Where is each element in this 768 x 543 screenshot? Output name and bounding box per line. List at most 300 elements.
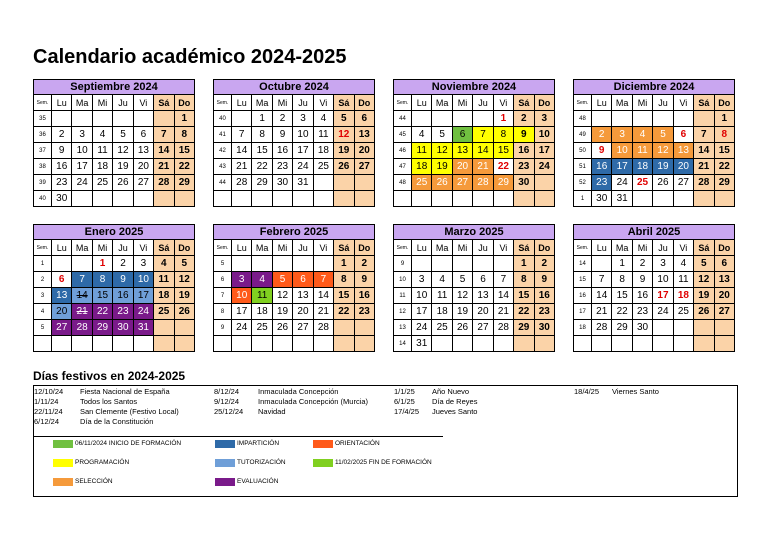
month-name: Febrero 2025	[213, 224, 375, 239]
holiday-name: Jueves Santo	[432, 407, 478, 416]
day-cell: 12	[272, 288, 292, 304]
day-cell	[412, 256, 432, 272]
day-cell: 24	[232, 320, 252, 336]
day-header: Do	[534, 95, 554, 111]
day-cell	[653, 111, 673, 127]
day-cell	[72, 111, 92, 127]
holiday-date: 1/1/25	[394, 387, 415, 396]
day-cell	[154, 191, 174, 207]
week-row	[214, 175, 375, 191]
day-cell: 25	[432, 320, 452, 336]
day-cell	[354, 320, 374, 336]
month-calendar	[573, 224, 735, 352]
day-cell: 6	[52, 272, 72, 288]
legend-swatch	[215, 478, 235, 486]
day-cell: 10	[72, 143, 92, 159]
week-row	[574, 304, 735, 320]
day-cell: 21	[313, 304, 333, 320]
legend-swatch	[313, 440, 333, 448]
month-calendar	[213, 224, 375, 352]
day-cell: 17	[133, 288, 153, 304]
day-cell: 1	[334, 256, 354, 272]
day-cell: 6	[714, 256, 734, 272]
day-cell	[174, 336, 194, 352]
holiday-entry	[34, 417, 154, 426]
holiday-entry	[34, 387, 170, 396]
day-cell: 8	[714, 127, 734, 143]
week-number: 43	[214, 159, 232, 175]
day-cell: 8	[493, 127, 513, 143]
week-number: 35	[34, 111, 52, 127]
day-cell: 10	[653, 272, 673, 288]
day-cell: 9	[514, 127, 534, 143]
day-cell	[293, 191, 313, 207]
day-header: Do	[174, 240, 194, 256]
day-cell: 7	[473, 127, 493, 143]
day-cell	[334, 320, 354, 336]
day-cell	[653, 336, 673, 352]
day-cell: 28	[154, 175, 174, 191]
week-row	[214, 304, 375, 320]
week-row	[34, 191, 195, 207]
week-number: 6	[214, 272, 232, 288]
week-row	[214, 127, 375, 143]
legend-label: PROGRAMACIÓN	[75, 459, 130, 466]
day-cell	[432, 336, 452, 352]
day-cell: 2	[272, 111, 292, 127]
day-cell: 16	[592, 159, 612, 175]
week-number: 46	[394, 143, 412, 159]
day-cell: 21	[473, 159, 493, 175]
day-cell: 30	[534, 320, 554, 336]
day-cell	[154, 320, 174, 336]
day-header: Sá	[694, 95, 714, 111]
day-cell: 23	[514, 159, 534, 175]
week-row	[34, 143, 195, 159]
day-cell: 16	[514, 143, 534, 159]
day-cell: 27	[473, 320, 493, 336]
day-cell: 5	[432, 127, 452, 143]
day-cell: 3	[293, 111, 313, 127]
day-header: Ma	[72, 240, 92, 256]
day-cell	[432, 256, 452, 272]
week-row	[394, 159, 555, 175]
day-cell: 10	[612, 143, 632, 159]
week-number	[34, 336, 52, 352]
holiday-name: Viernes Santo	[612, 387, 659, 396]
day-cell: 2	[534, 256, 554, 272]
day-header: Sem.	[394, 240, 412, 256]
day-cell	[293, 336, 313, 352]
day-header: Ma	[252, 95, 272, 111]
day-cell: 4	[673, 256, 693, 272]
day-cell: 28	[473, 175, 493, 191]
day-cell: 18	[673, 288, 693, 304]
day-cell: 15	[514, 288, 534, 304]
month-calendar	[573, 79, 735, 207]
week-number: 45	[394, 127, 412, 143]
holidays-title: Días festivos en 2024-2025	[33, 369, 186, 383]
day-cell	[612, 111, 632, 127]
week-row	[574, 127, 735, 143]
week-number: 13	[394, 320, 412, 336]
holiday-entry	[214, 397, 369, 406]
day-cell: 2	[354, 256, 374, 272]
day-cell: 22	[714, 159, 734, 175]
day-cell: 3	[412, 272, 432, 288]
week-number: 37	[34, 143, 52, 159]
day-cell	[412, 191, 432, 207]
day-cell: 17	[412, 304, 432, 320]
day-cell: 23	[592, 175, 612, 191]
day-cell: 16	[534, 288, 554, 304]
day-cell	[452, 256, 472, 272]
day-cell: 21	[592, 304, 612, 320]
day-cell: 20	[452, 159, 472, 175]
week-row	[34, 272, 195, 288]
day-cell: 2	[592, 127, 612, 143]
day-cell	[493, 191, 513, 207]
day-header: Ma	[432, 240, 452, 256]
day-cell: 6	[673, 127, 693, 143]
day-cell: 8	[174, 127, 194, 143]
day-header: Sem.	[214, 240, 232, 256]
day-cell: 8	[514, 272, 534, 288]
week-number: 14	[394, 336, 412, 352]
day-cell: 14	[154, 143, 174, 159]
day-cell: 16	[113, 288, 133, 304]
day-cell: 10	[412, 288, 432, 304]
day-cell	[673, 111, 693, 127]
week-number: 50	[574, 143, 592, 159]
day-cell: 18	[313, 143, 333, 159]
week-number: 7	[214, 288, 232, 304]
day-cell: 14	[473, 143, 493, 159]
legend-swatch	[53, 459, 73, 467]
month-name: Abril 2025	[573, 224, 735, 239]
day-cell: 27	[293, 320, 313, 336]
day-header: Lu	[592, 240, 612, 256]
day-cell: 9	[632, 272, 652, 288]
day-cell: 1	[714, 111, 734, 127]
day-cell	[632, 191, 652, 207]
week-number: 36	[34, 127, 52, 143]
day-cell: 9	[534, 272, 554, 288]
week-number: 44	[394, 111, 412, 127]
day-header: Do	[534, 240, 554, 256]
day-header: Ma	[252, 240, 272, 256]
day-cell: 24	[534, 159, 554, 175]
day-cell: 6	[354, 111, 374, 127]
day-cell: 22	[252, 159, 272, 175]
week-number: 40	[214, 111, 232, 127]
day-cell: 15	[174, 143, 194, 159]
holiday-entry	[214, 387, 339, 396]
week-number: 5	[34, 320, 52, 336]
day-cell: 27	[133, 175, 153, 191]
day-cell: 11	[92, 143, 112, 159]
week-number	[574, 336, 592, 352]
day-header: Ju	[113, 240, 133, 256]
week-row	[34, 304, 195, 320]
week-number: 17	[574, 304, 592, 320]
week-number: 9	[394, 256, 412, 272]
day-cell: 17	[653, 288, 673, 304]
day-cell: 4	[632, 127, 652, 143]
day-cell: 11	[154, 272, 174, 288]
day-cell: 24	[653, 304, 673, 320]
day-cell	[154, 111, 174, 127]
day-header: Sá	[154, 240, 174, 256]
day-cell: 7	[592, 272, 612, 288]
day-cell: 14	[72, 288, 92, 304]
day-cell: 24	[293, 159, 313, 175]
day-header: Ju	[653, 240, 673, 256]
day-cell: 6	[293, 272, 313, 288]
day-header: Vi	[673, 95, 693, 111]
week-number: 16	[574, 288, 592, 304]
day-cell: 27	[452, 175, 472, 191]
day-cell	[694, 191, 714, 207]
week-number: 49	[574, 127, 592, 143]
day-cell: 25	[632, 175, 652, 191]
week-row	[394, 111, 555, 127]
day-header: Sem.	[574, 240, 592, 256]
day-cell: 15	[334, 288, 354, 304]
day-cell: 20	[52, 304, 72, 320]
day-cell: 25	[313, 159, 333, 175]
day-cell: 18	[154, 288, 174, 304]
day-cell	[473, 256, 493, 272]
day-header: Sem.	[394, 95, 412, 111]
day-cell: 29	[174, 175, 194, 191]
week-row	[394, 175, 555, 191]
day-header: Mi	[272, 240, 292, 256]
day-cell: 21	[232, 159, 252, 175]
week-row	[34, 159, 195, 175]
day-cell: 28	[694, 175, 714, 191]
day-cell	[72, 256, 92, 272]
day-header: Vi	[493, 95, 513, 111]
day-cell: 3	[133, 256, 153, 272]
day-cell: 16	[632, 288, 652, 304]
month-name: Marzo 2025	[393, 224, 555, 239]
holiday-name: Todos los Santos	[80, 397, 138, 406]
day-cell: 23	[113, 304, 133, 320]
day-cell: 28	[313, 320, 333, 336]
day-cell	[412, 111, 432, 127]
day-cell: 15	[612, 288, 632, 304]
day-cell	[452, 191, 472, 207]
week-number	[214, 336, 232, 352]
day-cell: 25	[412, 175, 432, 191]
week-number: 10	[394, 272, 412, 288]
day-header: Ju	[473, 95, 493, 111]
legend-label: TUTORIZACIÓN	[237, 459, 286, 466]
day-header: Lu	[592, 95, 612, 111]
day-cell	[632, 336, 652, 352]
day-header: Vi	[133, 95, 153, 111]
day-cell	[232, 191, 252, 207]
day-header: Mi	[632, 95, 652, 111]
day-cell	[592, 336, 612, 352]
day-header: Lu	[412, 95, 432, 111]
week-row	[214, 320, 375, 336]
day-cell: 18	[252, 304, 272, 320]
week-number: 52	[574, 175, 592, 191]
week-number: 5	[214, 256, 232, 272]
day-cell: 30	[52, 191, 72, 207]
week-row	[214, 336, 375, 352]
day-cell: 3	[232, 272, 252, 288]
day-header: Sá	[514, 95, 534, 111]
week-row	[574, 336, 735, 352]
day-header: Ju	[293, 240, 313, 256]
week-row	[574, 143, 735, 159]
day-cell: 1	[493, 111, 513, 127]
day-cell: 18	[92, 159, 112, 175]
day-cell: 29	[714, 175, 734, 191]
day-cell: 23	[534, 304, 554, 320]
week-number: 11	[394, 288, 412, 304]
week-row	[34, 320, 195, 336]
day-cell: 9	[52, 143, 72, 159]
day-cell: 13	[452, 143, 472, 159]
day-cell: 9	[272, 127, 292, 143]
day-cell: 30	[514, 175, 534, 191]
day-cell: 27	[52, 320, 72, 336]
day-header: Sem.	[34, 240, 52, 256]
day-cell: 30	[592, 191, 612, 207]
day-cell: 21	[72, 304, 92, 320]
legend-swatch	[53, 478, 73, 486]
day-cell	[92, 111, 112, 127]
day-cell	[653, 191, 673, 207]
day-cell: 4	[412, 127, 432, 143]
week-number: 4	[34, 304, 52, 320]
day-cell: 14	[232, 143, 252, 159]
day-header: Ma	[612, 240, 632, 256]
day-cell: 23	[52, 175, 72, 191]
holiday-name: Inmaculada Concepción	[258, 387, 339, 396]
day-cell: 5	[653, 127, 673, 143]
day-cell	[514, 191, 534, 207]
day-cell: 28	[592, 320, 612, 336]
day-cell: 1	[514, 256, 534, 272]
day-header: Sá	[154, 95, 174, 111]
day-cell	[673, 336, 693, 352]
day-cell	[52, 111, 72, 127]
day-cell: 17	[612, 159, 632, 175]
day-cell: 12	[174, 272, 194, 288]
holiday-date: 25/12/24	[214, 407, 244, 416]
day-cell: 17	[293, 143, 313, 159]
day-header: Sá	[334, 95, 354, 111]
day-cell: 3	[72, 127, 92, 143]
day-cell	[354, 175, 374, 191]
day-cell: 20	[714, 288, 734, 304]
day-cell	[653, 320, 673, 336]
day-cell: 17	[232, 304, 252, 320]
day-cell: 19	[432, 159, 452, 175]
day-cell: 5	[694, 256, 714, 272]
day-cell	[313, 191, 333, 207]
day-cell: 14	[493, 288, 513, 304]
week-row	[574, 256, 735, 272]
day-cell: 5	[334, 111, 354, 127]
day-cell: 22	[334, 304, 354, 320]
holiday-name: San Clemente (Festivo Local)	[80, 407, 179, 416]
day-cell: 29	[252, 175, 272, 191]
week-number: 18	[574, 320, 592, 336]
holiday-entry	[394, 407, 478, 416]
day-header: Vi	[313, 95, 333, 111]
day-header: Mi	[92, 240, 112, 256]
day-cell: 27	[673, 175, 693, 191]
week-row	[574, 159, 735, 175]
week-number: 9	[214, 320, 232, 336]
day-header: Mi	[632, 240, 652, 256]
day-cell	[272, 256, 292, 272]
day-cell: 14	[313, 288, 333, 304]
day-cell: 2	[113, 256, 133, 272]
day-header: Ma	[72, 95, 92, 111]
day-header: Ju	[293, 95, 313, 111]
day-cell: 7	[232, 127, 252, 143]
day-cell: 7	[313, 272, 333, 288]
day-cell: 15	[493, 143, 513, 159]
day-cell	[514, 336, 534, 352]
week-row	[34, 175, 195, 191]
day-cell: 26	[452, 320, 472, 336]
day-cell: 13	[673, 143, 693, 159]
day-cell	[252, 256, 272, 272]
day-cell: 24	[133, 304, 153, 320]
week-number: 38	[34, 159, 52, 175]
day-cell	[52, 336, 72, 352]
day-cell: 29	[612, 320, 632, 336]
week-row	[574, 320, 735, 336]
day-cell: 7	[694, 127, 714, 143]
day-cell: 10	[293, 127, 313, 143]
month-name: Diciembre 2024	[573, 79, 735, 94]
day-cell: 15	[252, 143, 272, 159]
day-cell	[113, 191, 133, 207]
day-cell: 13	[133, 143, 153, 159]
day-header: Ju	[113, 95, 133, 111]
day-cell	[252, 191, 272, 207]
day-cell: 23	[272, 159, 292, 175]
day-cell: 31	[293, 175, 313, 191]
week-number: 1	[574, 191, 592, 207]
day-cell	[133, 336, 153, 352]
week-number: 2	[34, 272, 52, 288]
week-row	[574, 175, 735, 191]
day-cell: 7	[493, 272, 513, 288]
day-cell	[473, 111, 493, 127]
day-cell: 28	[493, 320, 513, 336]
month-calendar	[33, 224, 195, 352]
day-cell: 9	[113, 272, 133, 288]
day-cell	[473, 336, 493, 352]
day-cell: 26	[653, 175, 673, 191]
day-header: Do	[354, 240, 374, 256]
holiday-name: Día de la Constitución	[80, 417, 154, 426]
month-calendar	[213, 79, 375, 207]
holiday-name: Fiesta Nacional de España	[80, 387, 170, 396]
holiday-entry	[34, 407, 179, 416]
day-cell: 16	[272, 143, 292, 159]
